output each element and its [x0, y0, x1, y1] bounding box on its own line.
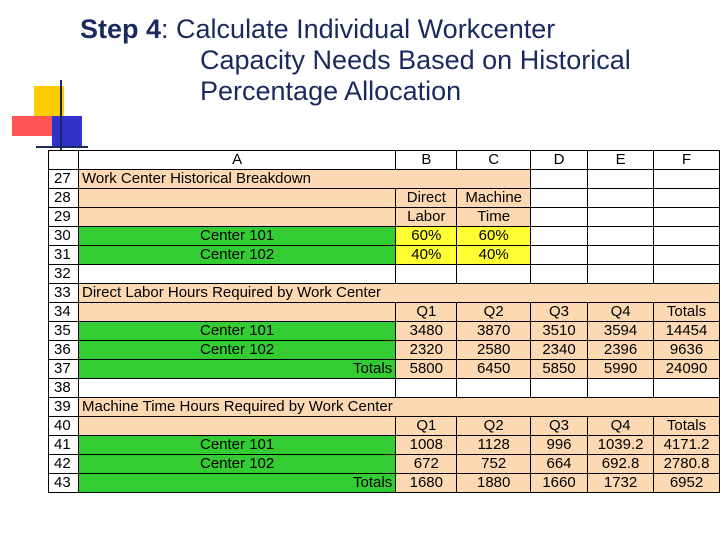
cell: 60%: [457, 227, 530, 246]
row-number: 38: [49, 379, 79, 398]
cell: 3870: [457, 322, 530, 341]
cell: 664: [530, 455, 587, 474]
deco-blue-square: [52, 116, 82, 146]
cell: Q3: [530, 417, 587, 436]
title-line-3: Percentage Allocation: [200, 76, 462, 106]
cell: 6952: [654, 474, 720, 493]
table-row: [49, 341, 720, 360]
deco-vertical-line: [60, 80, 62, 156]
row-number: 31: [49, 246, 79, 265]
cell: Q4: [588, 303, 654, 322]
cell: Machine: [457, 189, 530, 208]
cell: 5990: [588, 360, 654, 379]
cell: Totals: [654, 303, 720, 322]
corner-cell: [49, 151, 79, 170]
spreadsheet: [48, 150, 720, 493]
cell: Direct: [396, 189, 457, 208]
cell: 692.8: [588, 455, 654, 474]
row-number: 43: [49, 474, 79, 493]
column-header-f: F: [654, 151, 720, 170]
column-header-e: E: [588, 151, 654, 170]
cell: 1039.2: [588, 436, 654, 455]
table-row: [49, 227, 720, 246]
table-row: [49, 474, 720, 493]
cell: Center 102: [79, 455, 396, 474]
row-number: 30: [49, 227, 79, 246]
cell: Totals: [79, 474, 396, 493]
cell: 672: [396, 455, 457, 474]
section-label: Machine Time Hours Required by Work Center: [79, 398, 396, 417]
cell: 1008: [396, 436, 457, 455]
cell: 2340: [530, 341, 587, 360]
row-number: 32: [49, 265, 79, 284]
cell: 1732: [588, 474, 654, 493]
cell: 2396: [588, 341, 654, 360]
cell: Q2: [457, 303, 530, 322]
cell: Labor: [396, 208, 457, 227]
title-line-2: Capacity Needs Based on Historical: [200, 45, 631, 75]
table-row: [49, 379, 720, 398]
row-number: 33: [49, 284, 79, 303]
cell: 3510: [530, 322, 587, 341]
section-label: Work Center Historical Breakdown: [79, 170, 396, 189]
cell: 14454: [654, 322, 720, 341]
cell: 1880: [457, 474, 530, 493]
table-row: [49, 398, 720, 417]
row-number: 40: [49, 417, 79, 436]
column-header-d: D: [530, 151, 587, 170]
cell: 4171.2: [654, 436, 720, 455]
table-row: [49, 417, 720, 436]
row-number: 39: [49, 398, 79, 417]
cell: Q1: [396, 417, 457, 436]
row-number: 27: [49, 170, 79, 189]
table-row: [49, 208, 720, 227]
cell: Center 102: [79, 246, 396, 265]
row-number: 36: [49, 341, 79, 360]
table-row: [49, 189, 720, 208]
table-row: [49, 303, 720, 322]
cell: Center 102: [79, 341, 396, 360]
cell: 5850: [530, 360, 587, 379]
slide-title: [80, 14, 710, 107]
title-line-1: : Calculate Individual Workcenter: [161, 14, 556, 44]
title-step: Step 4: [80, 14, 162, 44]
cell: 6450: [457, 360, 530, 379]
row-number: 35: [49, 322, 79, 341]
cell: 2320: [396, 341, 457, 360]
table-row: [49, 265, 720, 284]
cell: 996: [530, 436, 587, 455]
cell: 40%: [457, 246, 530, 265]
cell: Totals: [79, 360, 396, 379]
table-row: [49, 284, 720, 303]
cell: 40%: [396, 246, 457, 265]
row-number: 28: [49, 189, 79, 208]
cell: 2780.8: [654, 455, 720, 474]
section-label: Direct Labor Hours Required by Work Center: [79, 284, 396, 303]
row-number: 29: [49, 208, 79, 227]
cell: Q1: [396, 303, 457, 322]
table-row: [49, 246, 720, 265]
row-number: 34: [49, 303, 79, 322]
cell: 1660: [530, 474, 587, 493]
cell: Q4: [588, 417, 654, 436]
cell: Center 101: [79, 436, 396, 455]
row-number: 42: [49, 455, 79, 474]
table-row: [49, 455, 720, 474]
cell: 2580: [457, 341, 530, 360]
cell: 24090: [654, 360, 720, 379]
cell: Totals: [654, 417, 720, 436]
cell: 9636: [654, 341, 720, 360]
cell: 3594: [588, 322, 654, 341]
cell: 1680: [396, 474, 457, 493]
column-header-b: B: [396, 151, 457, 170]
column-header-c: C: [457, 151, 530, 170]
deco-horizontal-line: [36, 146, 88, 148]
deco-red-square: [12, 116, 52, 136]
cell: 60%: [396, 227, 457, 246]
column-header-row: [49, 151, 720, 170]
cell: 3480: [396, 322, 457, 341]
row-number: 41: [49, 436, 79, 455]
cell: 1128: [457, 436, 530, 455]
table-row: [49, 436, 720, 455]
column-header-a: A: [79, 151, 396, 170]
table-row: [49, 170, 720, 189]
row-number: 37: [49, 360, 79, 379]
table-row: [49, 322, 720, 341]
cell: Q2: [457, 417, 530, 436]
cell: 5800: [396, 360, 457, 379]
table-row: [49, 360, 720, 379]
cell: Center 101: [79, 227, 396, 246]
cell: 752: [457, 455, 530, 474]
cell: Q3: [530, 303, 587, 322]
cell: Center 101: [79, 322, 396, 341]
cell: Time: [457, 208, 530, 227]
